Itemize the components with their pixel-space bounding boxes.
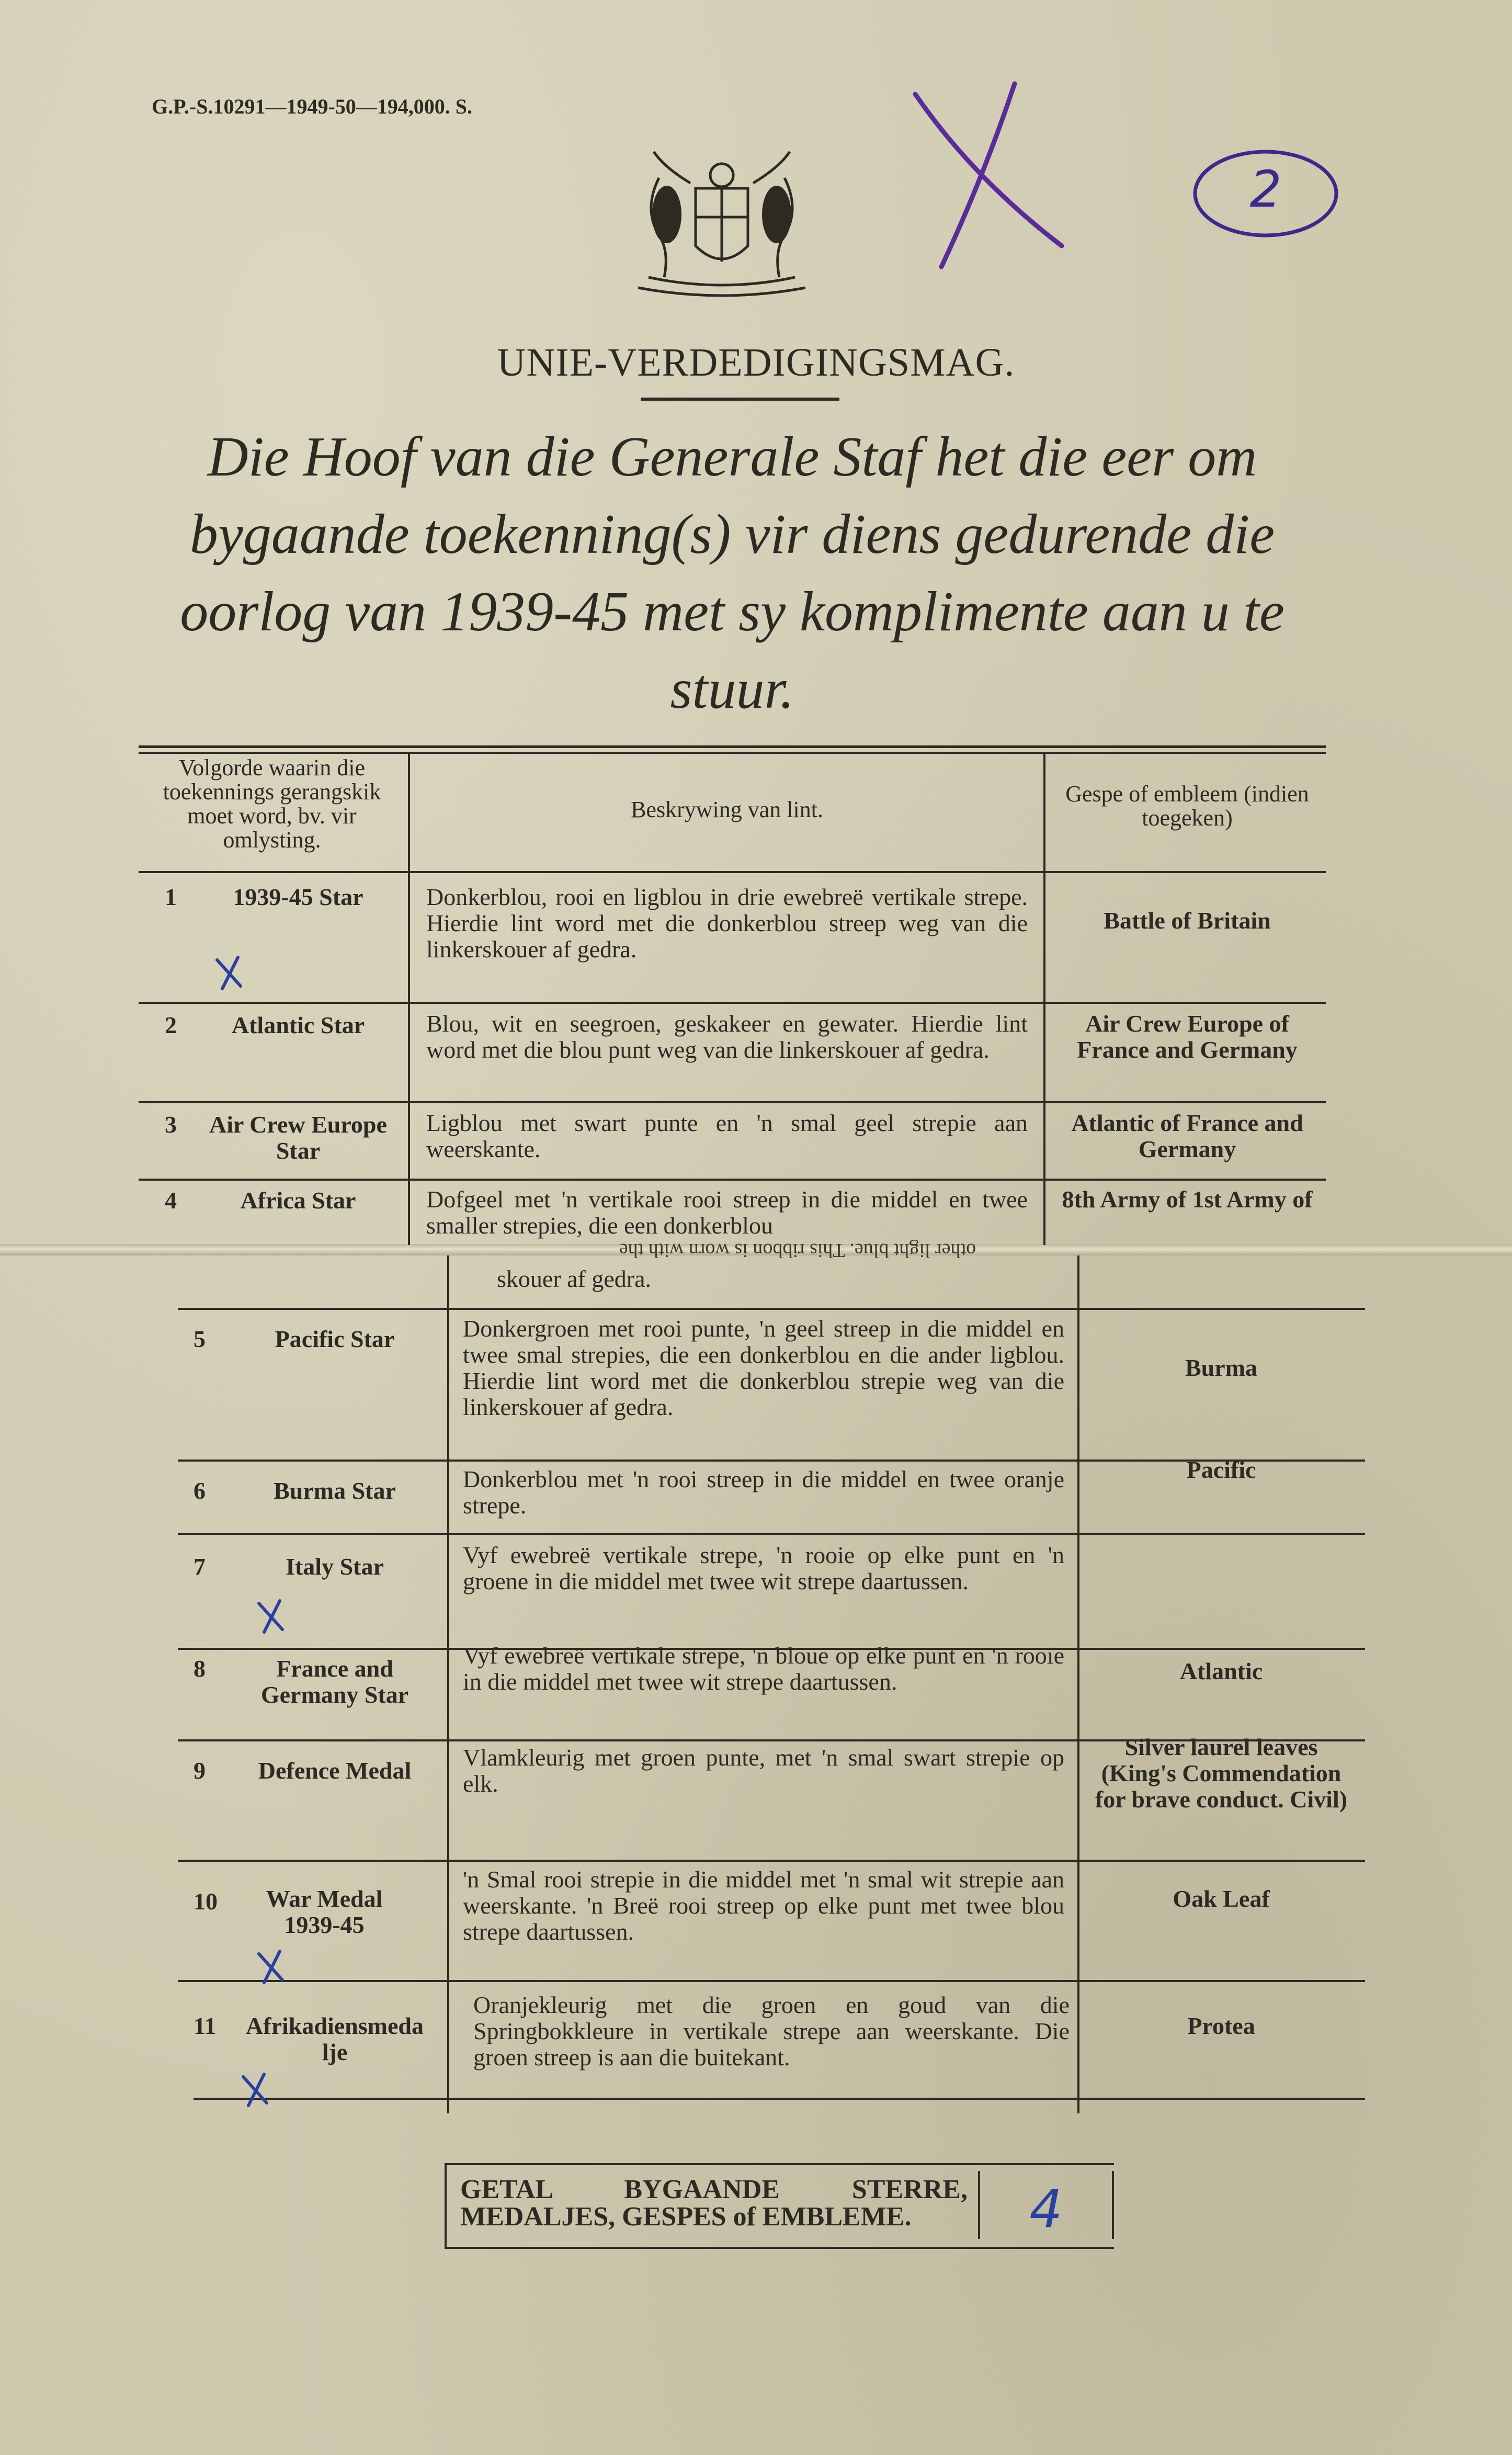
row-3-clasp: Atlantic of France and Germany: [1071, 1110, 1303, 1162]
row-11-description: Oranjekleurig met die groen en goud van die Springbokkleure in vertikale strepe aan weerskante. Die groen streep is aan die buitekant.: [473, 1992, 1070, 2071]
headline-text: Die Hoof van die Generale Staf het die eer om bygaande toekenning(s) vir diens gedurende die oorlog van 1939-45 met sy komplimente aan u te stuur.: [180, 426, 1284, 720]
row-8-number: 8: [194, 1655, 206, 1682]
row-11-number: 11: [194, 2012, 217, 2039]
row-10-award: War Medal 1939-45: [266, 1885, 383, 1938]
row-6-number: 6: [194, 1477, 206, 1504]
row-1-clasp: Battle of Britain: [1104, 907, 1271, 934]
svg-text:2: 2: [1249, 160, 1282, 219]
row-1-description: Donkerblou, rooi en ligblou in drie ewebreë vertikale strepe. Hierdie lint word met die donkerblou streep weg van die linkerskouer af gedra.: [426, 884, 1028, 963]
row-2-number: 2: [165, 1012, 177, 1038]
row-7-tick-mark: [251, 1596, 293, 1637]
row-6-award: Burma Star: [274, 1477, 396, 1504]
row-3-number: 3: [165, 1111, 177, 1138]
row-8-clasp: Atlantic: [1179, 1658, 1263, 1684]
row-5-clasp: Burma: [1185, 1354, 1257, 1381]
row-7-award: Italy Star: [286, 1553, 384, 1580]
row-8-description: Vyf ewebreë vertikale strepe, 'n bloue op elke punt en 'n rooie in die middel met twee wit strepe daartussen.: [463, 1642, 1064, 1695]
row-11-award: Afrikadiensmedalje: [246, 2012, 424, 2065]
row-5-description: Donkergroen met rooi punte, 'n geel streep in die middel en twee smal strepies, die een donkerblou en die ander ligblou. Hierdie lint word met die donkerblou strepie weg van die linkerskouer af gedra.: [463, 1315, 1064, 1420]
row-3-description: Ligblou met swart punte en 'n smal geel strepie aan weerskante.: [426, 1110, 1028, 1162]
row-2-description: Blou, wit en seegroen, geskakeer en gewater. Hierdie lint word met die blou punt weg van die linkerskouer af gedra.: [426, 1010, 1028, 1063]
footer-box-top: [445, 2163, 1114, 2165]
row-1-award: 1939-45 Star: [233, 884, 363, 910]
header-clasp: Gespe of embleem (indien toegeken): [1065, 781, 1309, 831]
row-9-description: Vlamkleurig met groen punte, met 'n smal swart strepie op elk.: [463, 1744, 1064, 1797]
row-rule-6: [178, 1533, 1365, 1535]
row-7-description: Vyf ewebreë vertikale strepe, 'n rooie op elke punt en 'n groene in die middel met twee wit strepe daartussen.: [463, 1542, 1064, 1594]
row-rule-4: [178, 1308, 1365, 1310]
column-divider-2-upper: [1043, 753, 1045, 1245]
handwritten-x-mark: [910, 73, 1067, 272]
row-10-clasp: Oak Leaf: [1173, 1885, 1270, 1912]
row-1-number: 1: [165, 884, 177, 910]
footer-box-right: [1112, 2171, 1114, 2239]
table-bottom-rule: [194, 2098, 1365, 2100]
row-rule-header: [139, 871, 1326, 873]
header-order: Volgorde waarin die toekennings gerangskik moet word, bv. vir omlysting.: [163, 755, 381, 853]
row-rule-2: [139, 1101, 1326, 1103]
table-top-rule-2: [139, 752, 1326, 754]
row-4-number: 4: [165, 1187, 177, 1214]
row-8-award: France and Germany Star: [260, 1655, 409, 1708]
row-11-clasp: Protea: [1187, 2012, 1255, 2039]
row-1-tick-mark: [209, 952, 251, 994]
row-9-clasp: Silver laurel leaves (King's Commendation for brave conduct. Civil): [1095, 1734, 1348, 1813]
row-4-clasp: 8th Army of 1st Army of: [1062, 1186, 1313, 1213]
organisation-title: UNIE-VERDEDIGINGSMAG.: [497, 341, 1015, 384]
row-4-description: Dofgeel met 'n vertikale rooi streep in die middel en twee smaller strepies, die een donkerblou: [426, 1186, 1028, 1239]
row-6-clasp: Pacific: [1186, 1456, 1256, 1483]
row-7-number: 7: [194, 1553, 206, 1580]
coat-of-arms-icon: [607, 146, 837, 303]
row-6-description: Donkerblou met 'n rooi streep in die middel en twee oranje strepe.: [463, 1466, 1064, 1519]
footer-box-divider: [978, 2171, 980, 2239]
row-10-number: 10: [194, 1888, 218, 1915]
print-code: G.P.-S.10291—1949-50—194,000. S.: [152, 95, 473, 118]
row-rule-3: [139, 1179, 1326, 1181]
table-top-rule: [139, 745, 1326, 748]
footer-box-left: [445, 2163, 447, 2249]
row-10-description: 'n Smal rooi strepie in die middel met 'n smal wit strepie aan weerskante. 'n Breë rooi streep op elke punt met twee blou strepe daartussen.: [463, 1866, 1064, 1945]
column-divider-2-lower: [1077, 1255, 1079, 2113]
row-4-award: Africa Star: [240, 1187, 356, 1214]
row-5-award: Pacific Star: [275, 1326, 395, 1352]
fold-upside-text: other light blue. This ribbon is worn with the: [619, 1239, 976, 1261]
title-underline: [641, 398, 839, 401]
row-rule-10: [178, 1980, 1365, 1982]
footer-box-bottom: [445, 2247, 1114, 2249]
row-9-number: 9: [194, 1757, 206, 1784]
row-11-tick-mark: [235, 2069, 277, 2111]
row-10-tick-mark: [251, 1946, 293, 1988]
column-divider-1-upper: [408, 753, 410, 1245]
row-rule-1: [139, 1002, 1326, 1004]
row-2-award: Atlantic Star: [231, 1012, 365, 1038]
row-rule-9: [178, 1860, 1365, 1862]
header-description: Beskrywing van lint.: [631, 797, 823, 822]
row-2-clasp: Air Crew Europe of France and Germany: [1077, 1010, 1298, 1063]
row-4-continuation: skouer af gedra.: [497, 1265, 652, 1292]
row-9-award: Defence Medal: [258, 1757, 412, 1784]
row-5-number: 5: [194, 1326, 206, 1352]
column-divider-1-lower: [447, 1255, 449, 2113]
row-3-award: Air Crew Europe Star: [209, 1111, 387, 1164]
footer-total-label: GETAL BYGAANDE STERRE, MEDALJES, GESPES of EMBLEME.: [460, 2175, 968, 2232]
footer-total-value: [1015, 2179, 1077, 2236]
svg-text:4: 4: [1029, 2179, 1063, 2236]
circled-number-annotation: [1187, 141, 1344, 246]
